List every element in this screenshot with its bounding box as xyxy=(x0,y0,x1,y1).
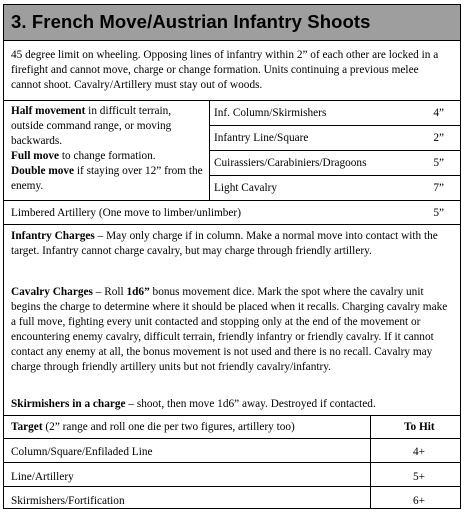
unit-name: Light Cavalry xyxy=(214,182,278,194)
infantry-charges-text: – May only charge if in column. Make a normal move into contact with the target. Infantry cannot charge cavalry, but may charge through friendly artillery. xyxy=(11,230,438,257)
divider xyxy=(4,100,460,101)
unit-distance: 5” xyxy=(433,157,444,169)
divider xyxy=(4,438,460,439)
infantry-charges-heading: Infantry Charges xyxy=(11,230,95,242)
infantry-charges-rule xyxy=(11,229,451,259)
divider xyxy=(4,486,460,487)
unit-distance: 7” xyxy=(433,182,444,194)
cavalry-charges-heading: Cavalry Charges xyxy=(11,286,93,298)
to-hit-value: 4+ xyxy=(413,446,426,458)
target-name: Column/Square/Enfiladed Line xyxy=(11,446,153,458)
double-move-label: Double move xyxy=(11,165,75,177)
target-note: (2” range and roll one die per two figures, artillery too) xyxy=(42,421,295,433)
cavalry-charges-dash: – Roll xyxy=(92,286,127,298)
page-title: 3. French Move/Austrian Infantry Shoots xyxy=(11,11,371,32)
limbered-artillery-label: Limbered Artillery (One move to limber/unlimber) xyxy=(11,207,241,219)
double-move-text: if staying over 12” from the enemy. xyxy=(11,165,203,192)
target-header: Target xyxy=(11,421,43,433)
skirmishers-text: – shoot, then move 1d6” away. Destroyed if contacted. xyxy=(125,398,376,410)
divider xyxy=(209,125,460,126)
limbered-artillery-distance: 5” xyxy=(433,207,444,219)
unit-distance: 2” xyxy=(433,132,444,144)
unit-distance: 4” xyxy=(433,107,444,119)
to-hit-header: To Hit xyxy=(404,421,435,433)
to-hit-value: 5+ xyxy=(413,471,426,483)
full-move-label: Full move xyxy=(11,150,60,162)
divider xyxy=(4,224,460,225)
cavalry-charges-text: bonus movement dice. Mark the spot where the cavalry unit begins the charge to determine where it should be placed when it recalls. Charging cavalry make a full move, fighting every unit contacted and stopping only at the end of the movement or encountering enemy cavalry, difficult terrain, friendly infantry or friendly cavalry. If it cannot contact any enemy at all, the bonus movement is not used and there is no recall. Cavalry may charge through friendly artillery units but not friendly cavalry/infantry. xyxy=(11,286,448,373)
skirmishers-rule xyxy=(11,397,451,412)
intro-text: 45 degree limit on wheeling. Opposing lines of infantry within 2” of each other are locked in a firefight and cannot move, charge or change formation. Units continuing a previous melee cannot shoot. Cavalry/Artillery must stay out of woods. xyxy=(11,49,439,91)
unit-name: Cuirassiers/Carabiniers/Dragoons xyxy=(214,157,367,169)
unit-name: Infantry Line/Square xyxy=(214,132,309,144)
fire-table-header xyxy=(11,420,295,435)
target-name: Skirmishers/Fortification xyxy=(11,495,125,507)
full-move-text: to change formation. xyxy=(59,150,156,162)
divider xyxy=(4,200,460,201)
title-bar xyxy=(4,5,460,41)
unit-name: Inf. Column/Skirmishers xyxy=(214,107,327,119)
target-name: Line/Artillery xyxy=(11,471,74,483)
half-movement-label: Half movement xyxy=(11,105,86,117)
rules-card xyxy=(3,4,461,509)
cavalry-charges-rule xyxy=(11,285,451,375)
divider xyxy=(4,462,460,463)
divider xyxy=(209,175,460,176)
to-hit-value: 6+ xyxy=(413,495,426,507)
divider xyxy=(4,415,460,416)
half-movement-text: in difficult terrain, outside command range, or moving backwards. xyxy=(11,105,172,147)
movement-rules xyxy=(11,104,206,194)
cavalry-charges-dice: 1d6” xyxy=(126,286,150,298)
skirmishers-heading: Skirmishers in a charge xyxy=(11,398,126,410)
divider xyxy=(209,150,460,151)
